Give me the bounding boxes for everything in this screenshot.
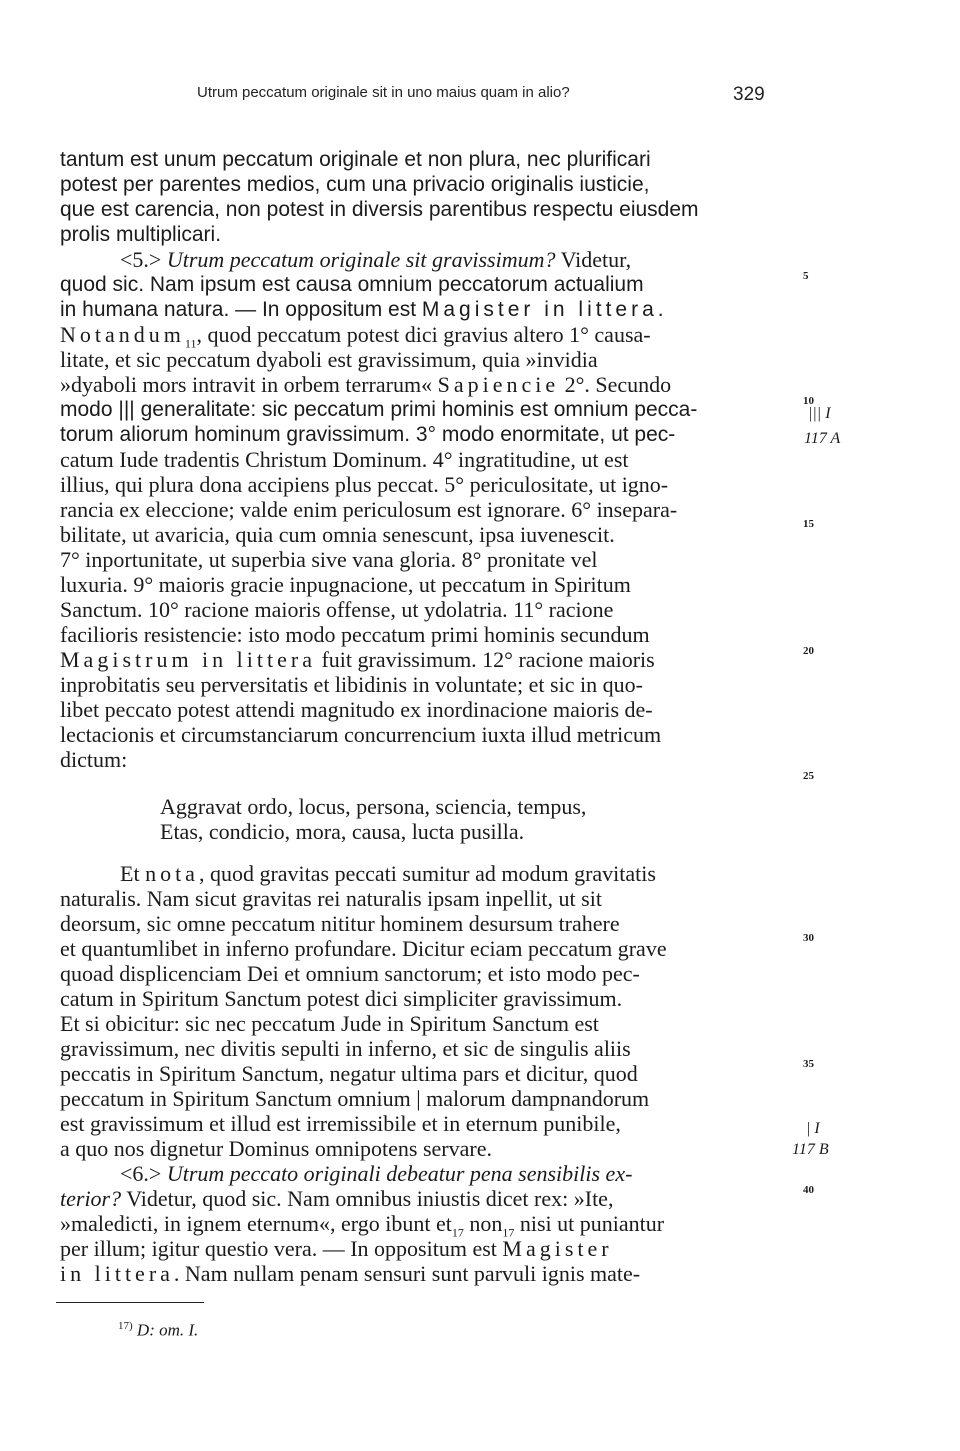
text-line: luxuria. 9° maioris gracie inpugnacione, ut peccatum in Spiritum: [60, 572, 631, 597]
text-line: quod sic. Nam ipsum est causa omnium peccatorum actualium: [60, 273, 644, 296]
text-line: »maledicti, in ignem eternum«, ergo ibunt $et_{17}$ non$_{17}$ nisi ut puniantur: [60, 1211, 665, 1240]
text-line: est gravissimum et illud est irremissibile et in eternum punibile,: [60, 1111, 621, 1136]
text-line: lectacionis et circumstanciarum concurrencium iuxta illud metricum: [60, 722, 662, 747]
text-line: rancia ex eleccione; valde enim periculosum est ignorare. 6° insepara-: [60, 497, 678, 522]
folio-mark: 117 B: [792, 1141, 829, 1158]
text-line: Magistrum in littera fuit gravissimum. 12° racione maioris: [60, 647, 655, 672]
text-line: terior? Videtur, quod sic. Nam omnibus iniustis dicet rex: »Ite,: [60, 1186, 614, 1211]
text-line: naturalis. Nam sicut gravitas rei naturalis ipsam inpellit, ut sit: [60, 886, 602, 911]
text-line: tantum est unum peccatum originale et non plura, nec plurificari: [60, 148, 651, 171]
text-line: gravissimum, nec divitis sepulti in inferno, et sic de singulis aliis: [60, 1036, 631, 1061]
line-number: 40: [803, 1184, 814, 1196]
footnote-rule: [56, 1302, 204, 1303]
text-line: Notandum$_{11}$, quod peccatum potest dici gravius altero 1° causa-: [60, 322, 651, 351]
text-line: et quantumlibet in inferno profundare. Dicitur eciam peccatum grave: [60, 936, 667, 961]
text-line: catum Iude tradentis Christum Dominum. 4° ingratitudine, ut est: [60, 447, 629, 472]
text-line: per illum; igitur questio vera. — In oppositum est Magister: [60, 1236, 613, 1261]
text-line: peccatum in Spiritum Sanctum omnium | malorum dampnandorum: [60, 1086, 650, 1111]
footnote-number: 17): [118, 1320, 133, 1332]
folio-mark: 117 A: [804, 430, 841, 447]
question-heading-5: <5.> Utrum peccatum originale sit gravissimum? Videtur,: [120, 247, 632, 272]
text-line: in littera. Nam nullam penam sensuri sunt parvuli ignis mate-: [60, 1261, 641, 1286]
page-number: 329: [733, 84, 765, 105]
folio-mark: | I: [806, 1120, 820, 1137]
text-line: bilitate, ut avaricia, quia cum omnia senescunt, ipsa iuvenescit.: [60, 522, 615, 547]
text-line: libet peccato potest attendi magnitudo ex inordinacione maioris de-: [60, 697, 653, 722]
text-line: potest per parentes medios, cum una privacio originalis iusticie,: [60, 173, 650, 196]
line-number: 25: [803, 770, 814, 782]
verse-line: Etas, condicio, mora, causa, lucta pusilla.: [160, 819, 525, 844]
footnote: [118, 1320, 198, 1341]
line-number: 10: [803, 395, 814, 407]
text-line: dictum:: [60, 747, 128, 772]
text-line: Et si obicitur: sic nec peccatum Jude in Spiritum Sanctum est: [60, 1011, 599, 1036]
text-line: inprobitatis seu perversitatis et libidinis in voluntate; et sic in quo-: [60, 672, 643, 697]
line-number: 15: [803, 518, 814, 530]
text-line: »dyaboli mors intravit in orbem terrarum« Sapiencie 2°. Secundo: [60, 372, 672, 397]
verse-line: Aggravat ordo, locus, persona, sciencia, tempus,: [160, 794, 587, 819]
text-line: modo ||| generalitate: sic peccatum primi hominis est omnium pecca-: [60, 398, 698, 421]
text-line: a quo nos dignetur Dominus omnipotens servare.: [60, 1136, 492, 1161]
text-line: litate, et sic peccatum dyaboli est gravissimum, quia »invidia: [60, 347, 598, 372]
text-line: quoad displicenciam Dei et omnium sanctorum; et isto modo pec-: [60, 961, 640, 986]
text-line: illius, qui plura dona accipiens plus peccat. 5° periculositate, ut igno-: [60, 472, 669, 497]
line-number: 30: [803, 932, 814, 944]
text-line: peccatis in Spiritum Sanctum, negatur ultima pars et dicitur, quod: [60, 1061, 638, 1086]
question-heading-6: <6.> Utrum peccato originali debeatur pena sensibilis ex-: [120, 1161, 633, 1186]
text-line: in humana natura. — In oppositum est Magister in littera.: [60, 298, 664, 321]
running-title: Utrum peccatum originale sit in uno maius quam in alio?: [197, 84, 570, 101]
text-line: facilioris resistencie: isto modo peccatum primi hominis secundum: [60, 622, 650, 647]
folio-mark: ||| I: [808, 405, 831, 422]
text-line: torum aliorum hominum gravissimum. 3° modo enormitate, ut pec-: [60, 423, 676, 446]
line-number: 35: [803, 1058, 814, 1070]
text-line: Et nota, quod gravitas peccati sumitur ad modum gravitatis: [120, 861, 656, 886]
line-number: 5: [803, 270, 809, 282]
footnote-text: D: om. I.: [136, 1320, 199, 1340]
text-line: catum in Spiritum Sanctum potest dici simpliciter gravissimum.: [60, 986, 623, 1011]
text-line: prolis multiplicari.: [60, 223, 222, 246]
text-line: Sanctum. 10° racione maioris offense, ut ydolatria. 11° racione: [60, 597, 614, 622]
text-line: 7° inportunitate, ut superbia sive vana gloria. 8° pronitate vel: [60, 547, 598, 572]
line-number: 20: [803, 645, 814, 657]
text-line: deorsum, sic omne peccatum nititur hominem desursum trahere: [60, 911, 620, 936]
text-line: que est carencia, non potest in diversis parentibus respectu eiusdem: [60, 198, 699, 221]
